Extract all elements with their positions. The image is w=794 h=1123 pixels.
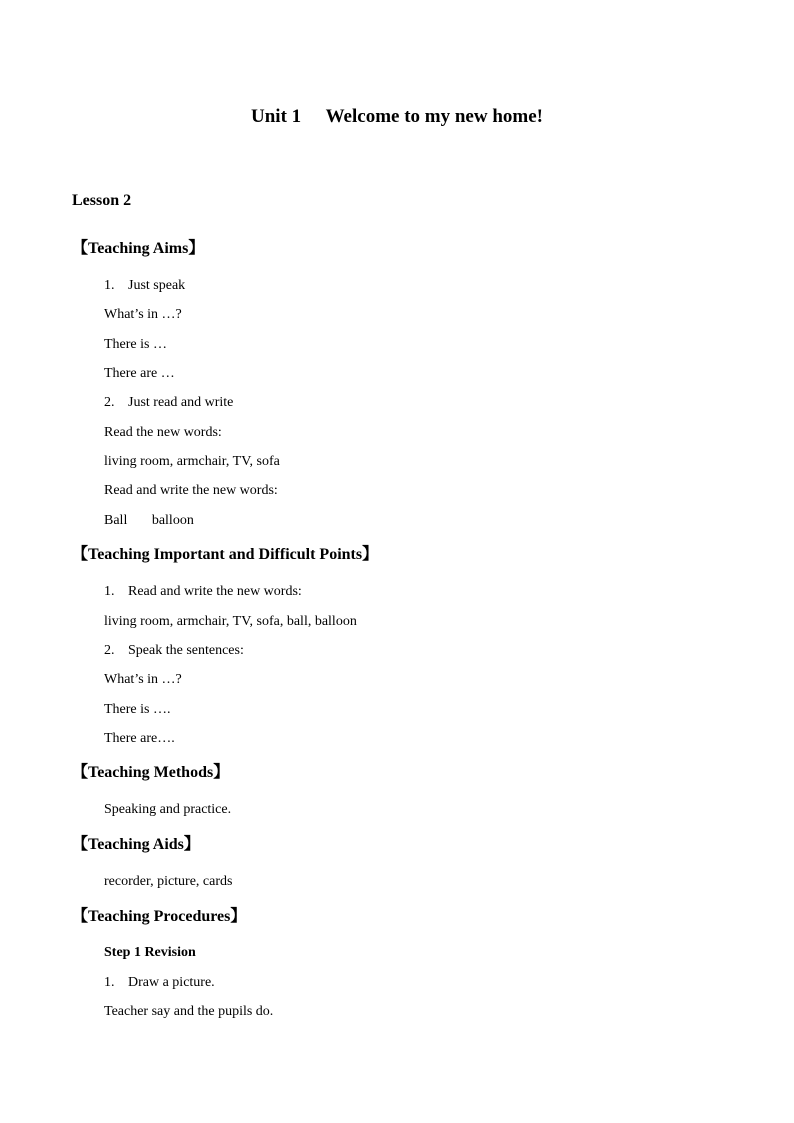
procedures-line [104, 975, 215, 991]
unit-label: Unit 1 [251, 106, 302, 127]
list-number: 2. [104, 643, 115, 658]
points-line: There is …. [104, 702, 171, 717]
aims-line: Read and write the new words: [104, 483, 278, 498]
list-number: 1. [104, 278, 115, 293]
list-number: 1. [104, 584, 115, 599]
list-number: 2. [104, 395, 115, 410]
aims-line [104, 278, 185, 294]
points-line: There are…. [104, 731, 175, 746]
lesson-heading: Lesson 2 [72, 192, 132, 209]
line-text: Just read and write [128, 395, 234, 410]
line-text: Draw a picture. [128, 975, 215, 990]
points-line: What’s in …? [104, 672, 182, 687]
line-text: Speak the sentences: [128, 643, 244, 658]
procedures-line: Teacher say and the pupils do. [104, 1004, 274, 1019]
aims-line: What’s in …? [104, 307, 182, 322]
list-number: 1. [104, 975, 115, 990]
section-heading-points: 【Teaching Important and Difficult Points】 [72, 546, 379, 563]
points-line: living room, armchair, TV, sofa, ball, balloon [104, 614, 357, 629]
aims-line [104, 395, 233, 411]
document-title [0, 106, 794, 128]
aims-line: Read the new words: [104, 425, 222, 440]
aids-line: recorder, picture, cards [104, 874, 233, 889]
methods-line: Speaking and practice. [104, 802, 232, 817]
section-heading-methods: 【Teaching Methods】 [72, 764, 230, 781]
aims-line: There is … [104, 337, 167, 352]
section-heading-procedures: 【Teaching Procedures】 [72, 908, 247, 925]
section-heading-aims: 【Teaching Aims】 [72, 240, 205, 257]
aims-line: living room, armchair, TV, sofa [104, 454, 280, 469]
aims-line: Ball balloon [104, 513, 194, 528]
points-line [104, 643, 244, 659]
section-heading-aids: 【Teaching Aids】 [72, 836, 200, 853]
line-text: Read and write the new words: [128, 584, 302, 599]
points-line [104, 584, 302, 600]
unit-title: Welcome to my new home! [325, 106, 543, 127]
step-heading: Step 1 Revision [104, 945, 196, 960]
line-text: Just speak [128, 278, 186, 293]
aims-line: There are … [104, 366, 175, 381]
